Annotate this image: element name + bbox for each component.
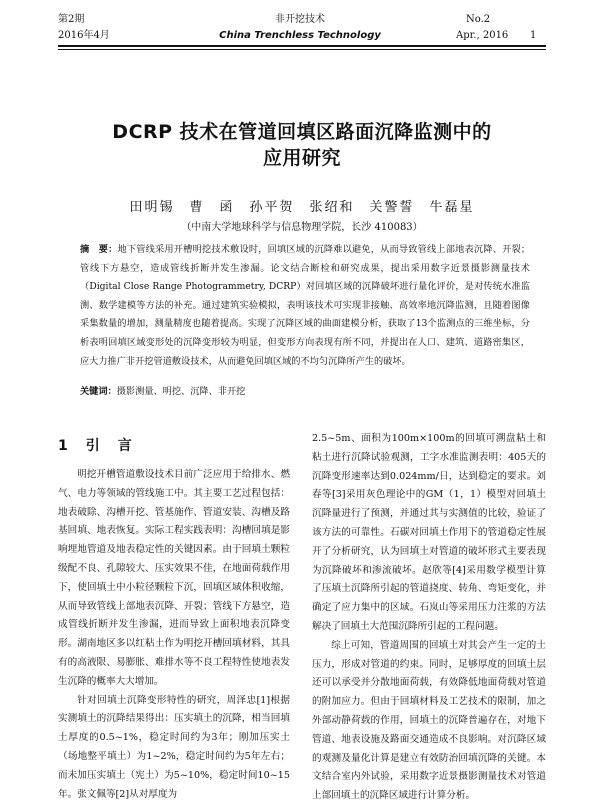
right-paragraph-1: 2.5~5m、面积为100m×100m的回填可溯盘粘土和粘土进行沉降试验观测，工字水准监测表明：405天的沉降变形速率达到0.024mm/日，达到稳定的要求。刘春等[3]采用灰色理论中的GM（1，1）模型对回填土沉降量进行了预测，并通过其与实测值的比较，验证了该方法的可靠性。石碳对回填土作用下的管道稳定性展开了分析研究，认为回填土对管道的破坏形式主要表现为沉降破坏和渗流破坏。赵欣等[4]采用数学模型计算了压填土沉降所引起的管道挠度、转角、弯矩变化，并确定了应力集中的区域。石岚山等采用压力注浆的方法解决了回填土大范围沉降所引起的工程问题。 <box>312 433 546 632</box>
section-title: 引 言 <box>85 438 134 454</box>
abstract-text: 地下管线采用开槽明挖技术敷设时，回填区域的沉降难以避免，从而导致管线上部地表沉降、开裂；管线下方悬空，造成管线折断并发生渗漏。论文结合断检和研究成果，提出采用数字近景摄影测量技术（Digital Close Range Photogrammetry, DCRP）对回填区域的沉降破坏进行量化评价，是对传统水准监测、数学建模等方法的补充。通过建筑实验模拟，表明该技术可实现非接触、高效率地沉降监测，且随着图像采集数量的增加，测量精度也随着提高。实现了沉降区域的曲面建模分析，获取了13个监测点的三维坐标，分析表明回填区域变形处的沉降变形较为明显，但变形方向表现有所不同，并提出在人口、建筑、道路密集区，应大力推广非开挖管道敷设技术，从而避免回填区域的不均匀沉降所产生的破坏。 <box>80 244 531 367</box>
affiliation: （中南大学地球科学与信息物理学院，长沙 410083） <box>181 222 423 233</box>
header-page-number: 1 <box>530 30 537 41</box>
header-rule-thin <box>58 49 546 50</box>
header-date: 2016年4月 <box>58 30 110 41</box>
header-journal-cn: 非开挖技术 <box>275 14 325 25</box>
paper-title-line-1: DCRP 技术在管道回填区路面沉降监测中的 <box>112 121 492 143</box>
right-paragraph-2: 综上可知，管道周围的回填土对其会产生一定的土压力，形成对管道的约束。同时，足够厚度的回填土层还可以承受并分散地面荷载，有效降低地面荷载对管道的附加应力。但由于回填材料及工艺技术的限制，加之外部动静荷载的作用，回填土的沉降普遍存在，对地下管道、地表设施及路面交通造成不良影响。对沉降区域的观测及量化计算是建立有效防治回填沉降的关键。本文结合室内外试验，采用数字近景摄影测量技术对管道上部回填土的沉降区域进行计算分析。 <box>312 639 546 802</box>
section-number: 1 <box>58 438 70 454</box>
left-paragraph-2: 针对回填土沉降变形特性的研究，周泽忠[1]根据实测填土的沉降结果得出：压实填土的沉降，相当回填土厚度的0.5~1%，稳定时间约为3年；刚加压实土（场地整平填土）为1~2%，稳定时间约为5年左右；而未加压实填土（宪土）为5~10%，稳定时间10~15年。张文佩等[2]从对厚度为 <box>58 694 290 800</box>
header-rule-thick <box>58 45 546 47</box>
abstract-label: 摘 要： <box>80 244 118 255</box>
left-column <box>58 466 290 804</box>
author-list: 田明锡 曹 函 孙平贺 张绍和 关警誓 牛磊星 <box>129 200 475 215</box>
paper-title-line-2: 应用研究 <box>262 147 341 169</box>
right-column <box>312 430 546 806</box>
header-number: No.2 <box>466 14 491 25</box>
abstract <box>80 241 530 371</box>
left-paragraph-1: 明挖开槽管道敷设技术目前广泛应用于给排水、燃气、电力等领域的管线施工中。其主要工艺过程包括：地表破除、沟槽开挖、管基施作、管道安装、沟槽及路基回填、地表恢复。实际工程实践表明：沟槽回填是影响埋地管道及地表稳定性的关键因素。由于回填土颗粒级配不良、孔隙较大、压实效果不佳，在地面荷载作用下，使回填土中小粒径颗粒下沉，回填区域体积收缩，从而导致管线上部地表沉降、开裂；管线下方悬空，造成管线折断并发生渗漏，进而导致上面积地表沉降变形。湖南地区多以红粘土作为明挖开槽回填材料，其具有的高液限、易膨胀、难排水等不良工程特性使地表发生沉降的概率大大增加。 <box>58 469 290 687</box>
header-journal-en: China Trenchless Technology <box>219 30 381 41</box>
keywords-label: 关键词： <box>80 386 117 397</box>
header-month: Apr., 2016 <box>456 30 509 41</box>
section-heading <box>58 437 134 455</box>
keywords <box>80 385 530 399</box>
header-issue: 第2期 <box>58 14 85 25</box>
keywords-text: 摄影测量、明挖、沉降、非开挖 <box>116 386 246 397</box>
